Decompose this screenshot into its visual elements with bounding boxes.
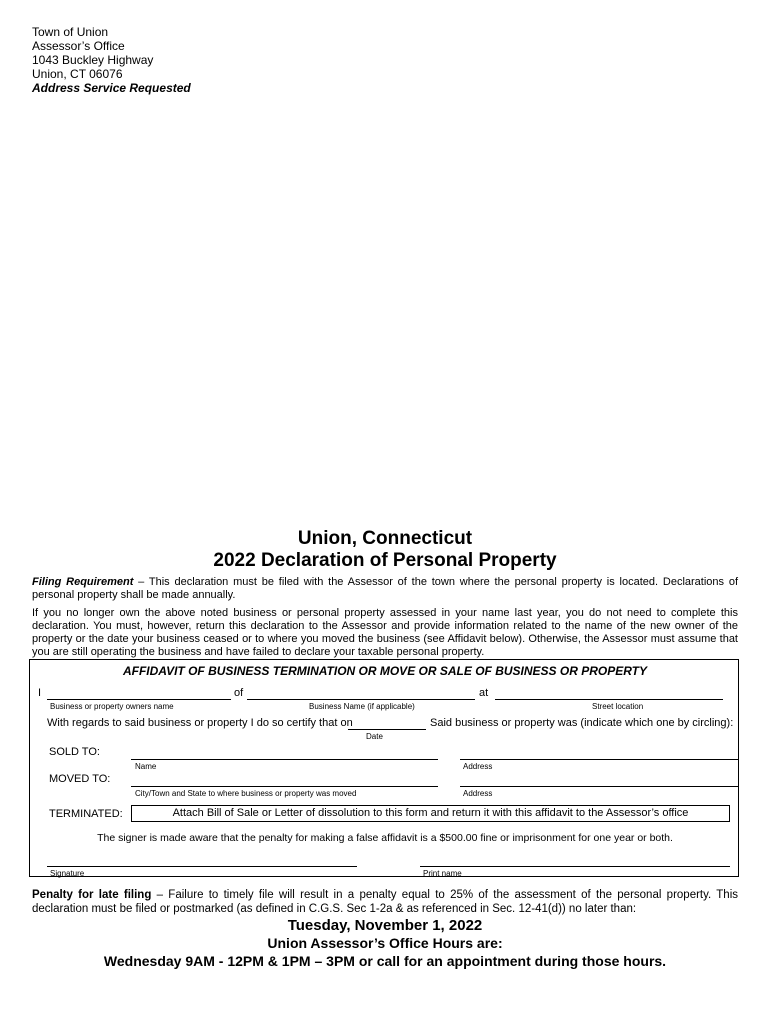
sold-address-caption: Address <box>463 762 493 771</box>
moved-to-address-field[interactable] <box>460 786 739 787</box>
penalty-text: – Failure to timely file will result in a penalty equal to 25% of the assessment of the personal property. This declaration must be filed or postmarked (as defined in C.G.S. Sec 1-2a & as referenced in Sec. 12-41(d)) no later than: <box>32 889 738 915</box>
said-business-text: Said business or property was (indicate which one by circling): <box>430 717 734 729</box>
street-location-caption: Street location <box>592 702 644 711</box>
at-label: at <box>479 687 489 699</box>
filing-requirement-label: Filing Requirement <box>32 576 134 588</box>
moved-to-label[interactable]: MOVED TO: <box>49 773 111 785</box>
i-label: I <box>38 687 42 699</box>
address-service-requested: Address Service Requested <box>32 81 191 95</box>
signature-field[interactable] <box>47 866 357 867</box>
office-hours-title: Union Assessor’s Office Hours are: <box>267 935 503 951</box>
sold-to-address-field[interactable] <box>460 759 739 760</box>
filing-requirement-text: – This declaration must be filed with the Assessor of the town where the personal property is located. Declarations of personal property shall be made annually. <box>32 576 738 601</box>
terminated-label[interactable]: TERMINATED: <box>49 808 123 820</box>
sold-to-name-field[interactable] <box>131 759 438 760</box>
filing-deadline: Tuesday, November 1, 2022 <box>287 917 483 934</box>
business-name-caption: Business Name (if applicable) <box>309 702 415 711</box>
penalty-paragraph <box>32 888 738 916</box>
affidavit-title: AFFIDAVIT OF BUSINESS TERMINATION OR MOVE OR SALE OF BUSINESS OR PROPERTY <box>122 664 648 678</box>
return-address-line4: Union, CT 06076 <box>32 67 123 81</box>
no-longer-own-paragraph: If you no longer own the above noted business or personal property assessed in your name last year, you do not need to complete this declaration. You must, however, return this declaration to the Assessor and provide information related to the name of the new owner of the property or the date your business ceased or to where you moved the business (see Affidavit below). Otherwise, the Assessor must assume that you are still operating the business and have failed to declare your taxable personal property. <box>32 607 738 658</box>
owner-name-field[interactable] <box>47 699 231 700</box>
street-location-field[interactable] <box>495 699 723 700</box>
penalty-label: Penalty for late filing <box>32 889 152 901</box>
date-caption: Date <box>366 732 383 741</box>
business-name-field[interactable] <box>247 699 475 700</box>
moved-to-city-field[interactable] <box>131 786 438 787</box>
of-label: of <box>234 687 244 699</box>
office-hours: Wednesday 9AM - 12PM & 1PM – 3PM or call for an appointment during those hours. <box>103 953 667 969</box>
return-address-line3: 1043 Buckley Highway <box>32 53 154 67</box>
regards-text: With regards to said business or property I do so certify that on <box>47 717 353 729</box>
name-caption: Name <box>135 762 157 771</box>
page-subtitle: 2022 Declaration of Personal Property <box>213 550 557 571</box>
signature-caption: Signature <box>50 869 85 878</box>
date-field[interactable] <box>348 729 426 730</box>
filing-requirement <box>32 576 738 602</box>
return-address-line2: Assessor’s Office <box>32 39 125 53</box>
moved-address-caption: Address <box>463 789 493 798</box>
owner-name-caption: Business or property owners name <box>50 702 174 711</box>
false-affidavit-warning: The signer is made aware that the penalty for making a false affidavit is a $500.00 fine or imprisonment for one year or both. <box>97 832 673 844</box>
sold-to-label[interactable]: SOLD TO: <box>49 746 100 758</box>
print-name-field[interactable] <box>420 866 730 867</box>
city-caption: City/Town and State to where business or property was moved <box>135 789 357 798</box>
return-address <box>32 25 191 95</box>
page-title: Union, Connecticut <box>297 528 473 549</box>
print-name-caption: Print name <box>423 869 462 878</box>
attach-instructions-box: Attach Bill of Sale or Letter of dissolution to this form and return it with this affidavit to the Assessor’s office <box>131 805 730 822</box>
return-address-line1: Town of Union <box>32 25 109 39</box>
